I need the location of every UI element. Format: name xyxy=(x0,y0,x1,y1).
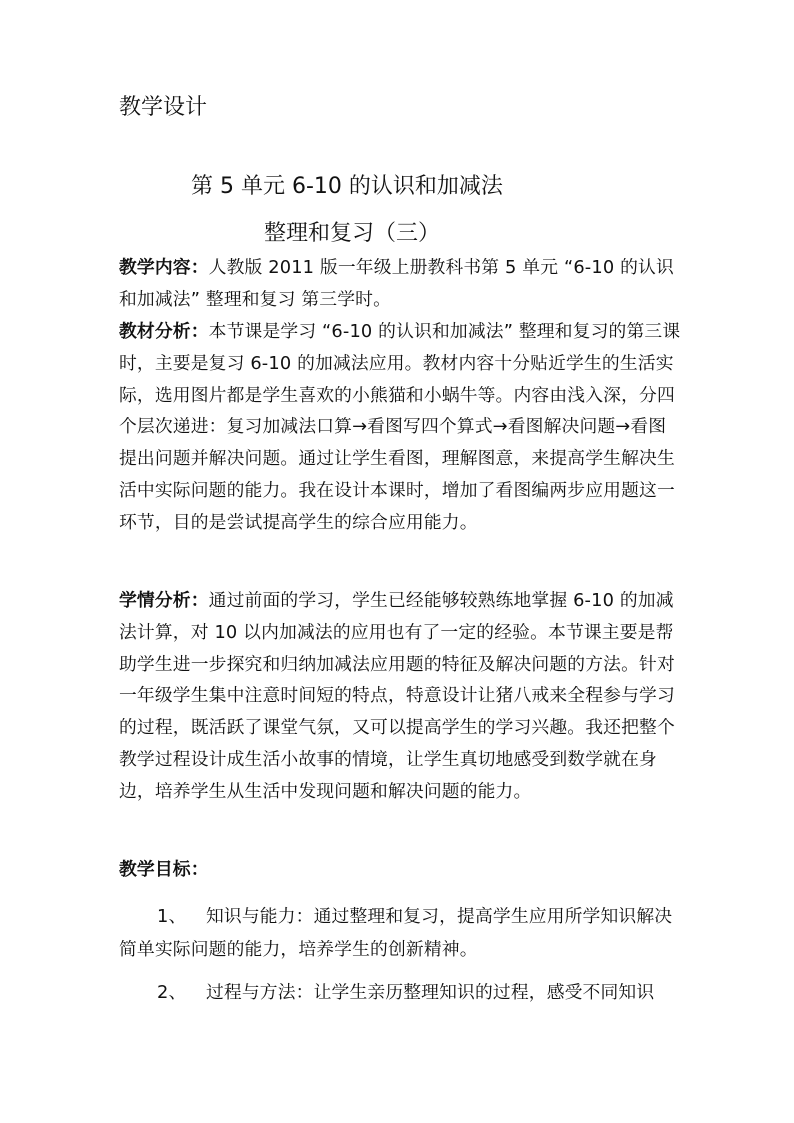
teaching-content-label: 教学内容： xyxy=(119,257,209,278)
goal-item-text: 过程与方法：让学生亲历整理知识的过程，感受不同知识 xyxy=(206,982,655,1003)
goal-item xyxy=(119,976,681,1009)
student-analysis-label: 学情分析： xyxy=(119,590,209,611)
teaching-goals-heading-paragraph xyxy=(119,854,681,886)
teaching-content-paragraph xyxy=(119,252,681,316)
unit-title: 第 5 单元 6-10 的认识和加减法 xyxy=(191,174,503,199)
material-analysis-label: 教材分析： xyxy=(119,321,209,342)
goal-item-text: 知识与能力：通过整理和复习，提高学生应用所学知识解决简单实际问题的能力，培养学生的创新精神。 xyxy=(119,906,673,960)
document-type-label: 教学设计 xyxy=(119,95,208,120)
teaching-goals-label: 教学目标： xyxy=(119,859,209,880)
student-analysis-paragraph xyxy=(119,585,681,808)
lesson-subtitle: 整理和复习（三） xyxy=(264,221,441,246)
student-analysis-text: 通过前面的学习，学生已经能够较熟练地掌握 6-10 的加减法计算，对 10 以内加减法的应用也有了一定的经验。本节课主要是帮助学生进一步探究和归纳加减法应用题的特征及解决问题的方法。针对一年级学生集中注意时间短的特点，特意设计让猪八戒来全程参与学习的过程，既活跃了课堂气氛，又可以提高学生的学习兴趣。我还把整个教学过程设计成生活小故事的情境，让学生真切地感受到数学就在身边，培养学生从生活中发现问题和解决问题的能力。 xyxy=(119,590,675,802)
material-analysis-paragraph xyxy=(119,316,681,539)
goal-item-number: 2、 xyxy=(157,982,187,1003)
teaching-content-text: 人教版 2011 版一年级上册教科书第 5 单元 “6-10 的认识和加减法” 整理和复习 第三学时。 xyxy=(119,257,674,310)
goal-item xyxy=(119,900,681,966)
goal-item-number: 1、 xyxy=(157,906,187,927)
material-analysis-text: 本节课是学习 “6-10 的认识和加减法” 整理和复习的第三课时，主要是复习 6-10 的加减法应用。教材内容十分贴近学生的生活实际，选用图片都是学生喜欢的小熊猫和小蜗牛等。内容由浅入深，分四个层次递进：复习加减法口算→看图写四个算式→看图解决问题→看图提出问题并解决问题。通过让学生看图，理解图意，来提高学生解决生活中实际问题的能力。我在设计本课时，增加了看图编两步应用题这一环节，目的是尝试提高学生的综合应用能力。 xyxy=(119,321,681,533)
